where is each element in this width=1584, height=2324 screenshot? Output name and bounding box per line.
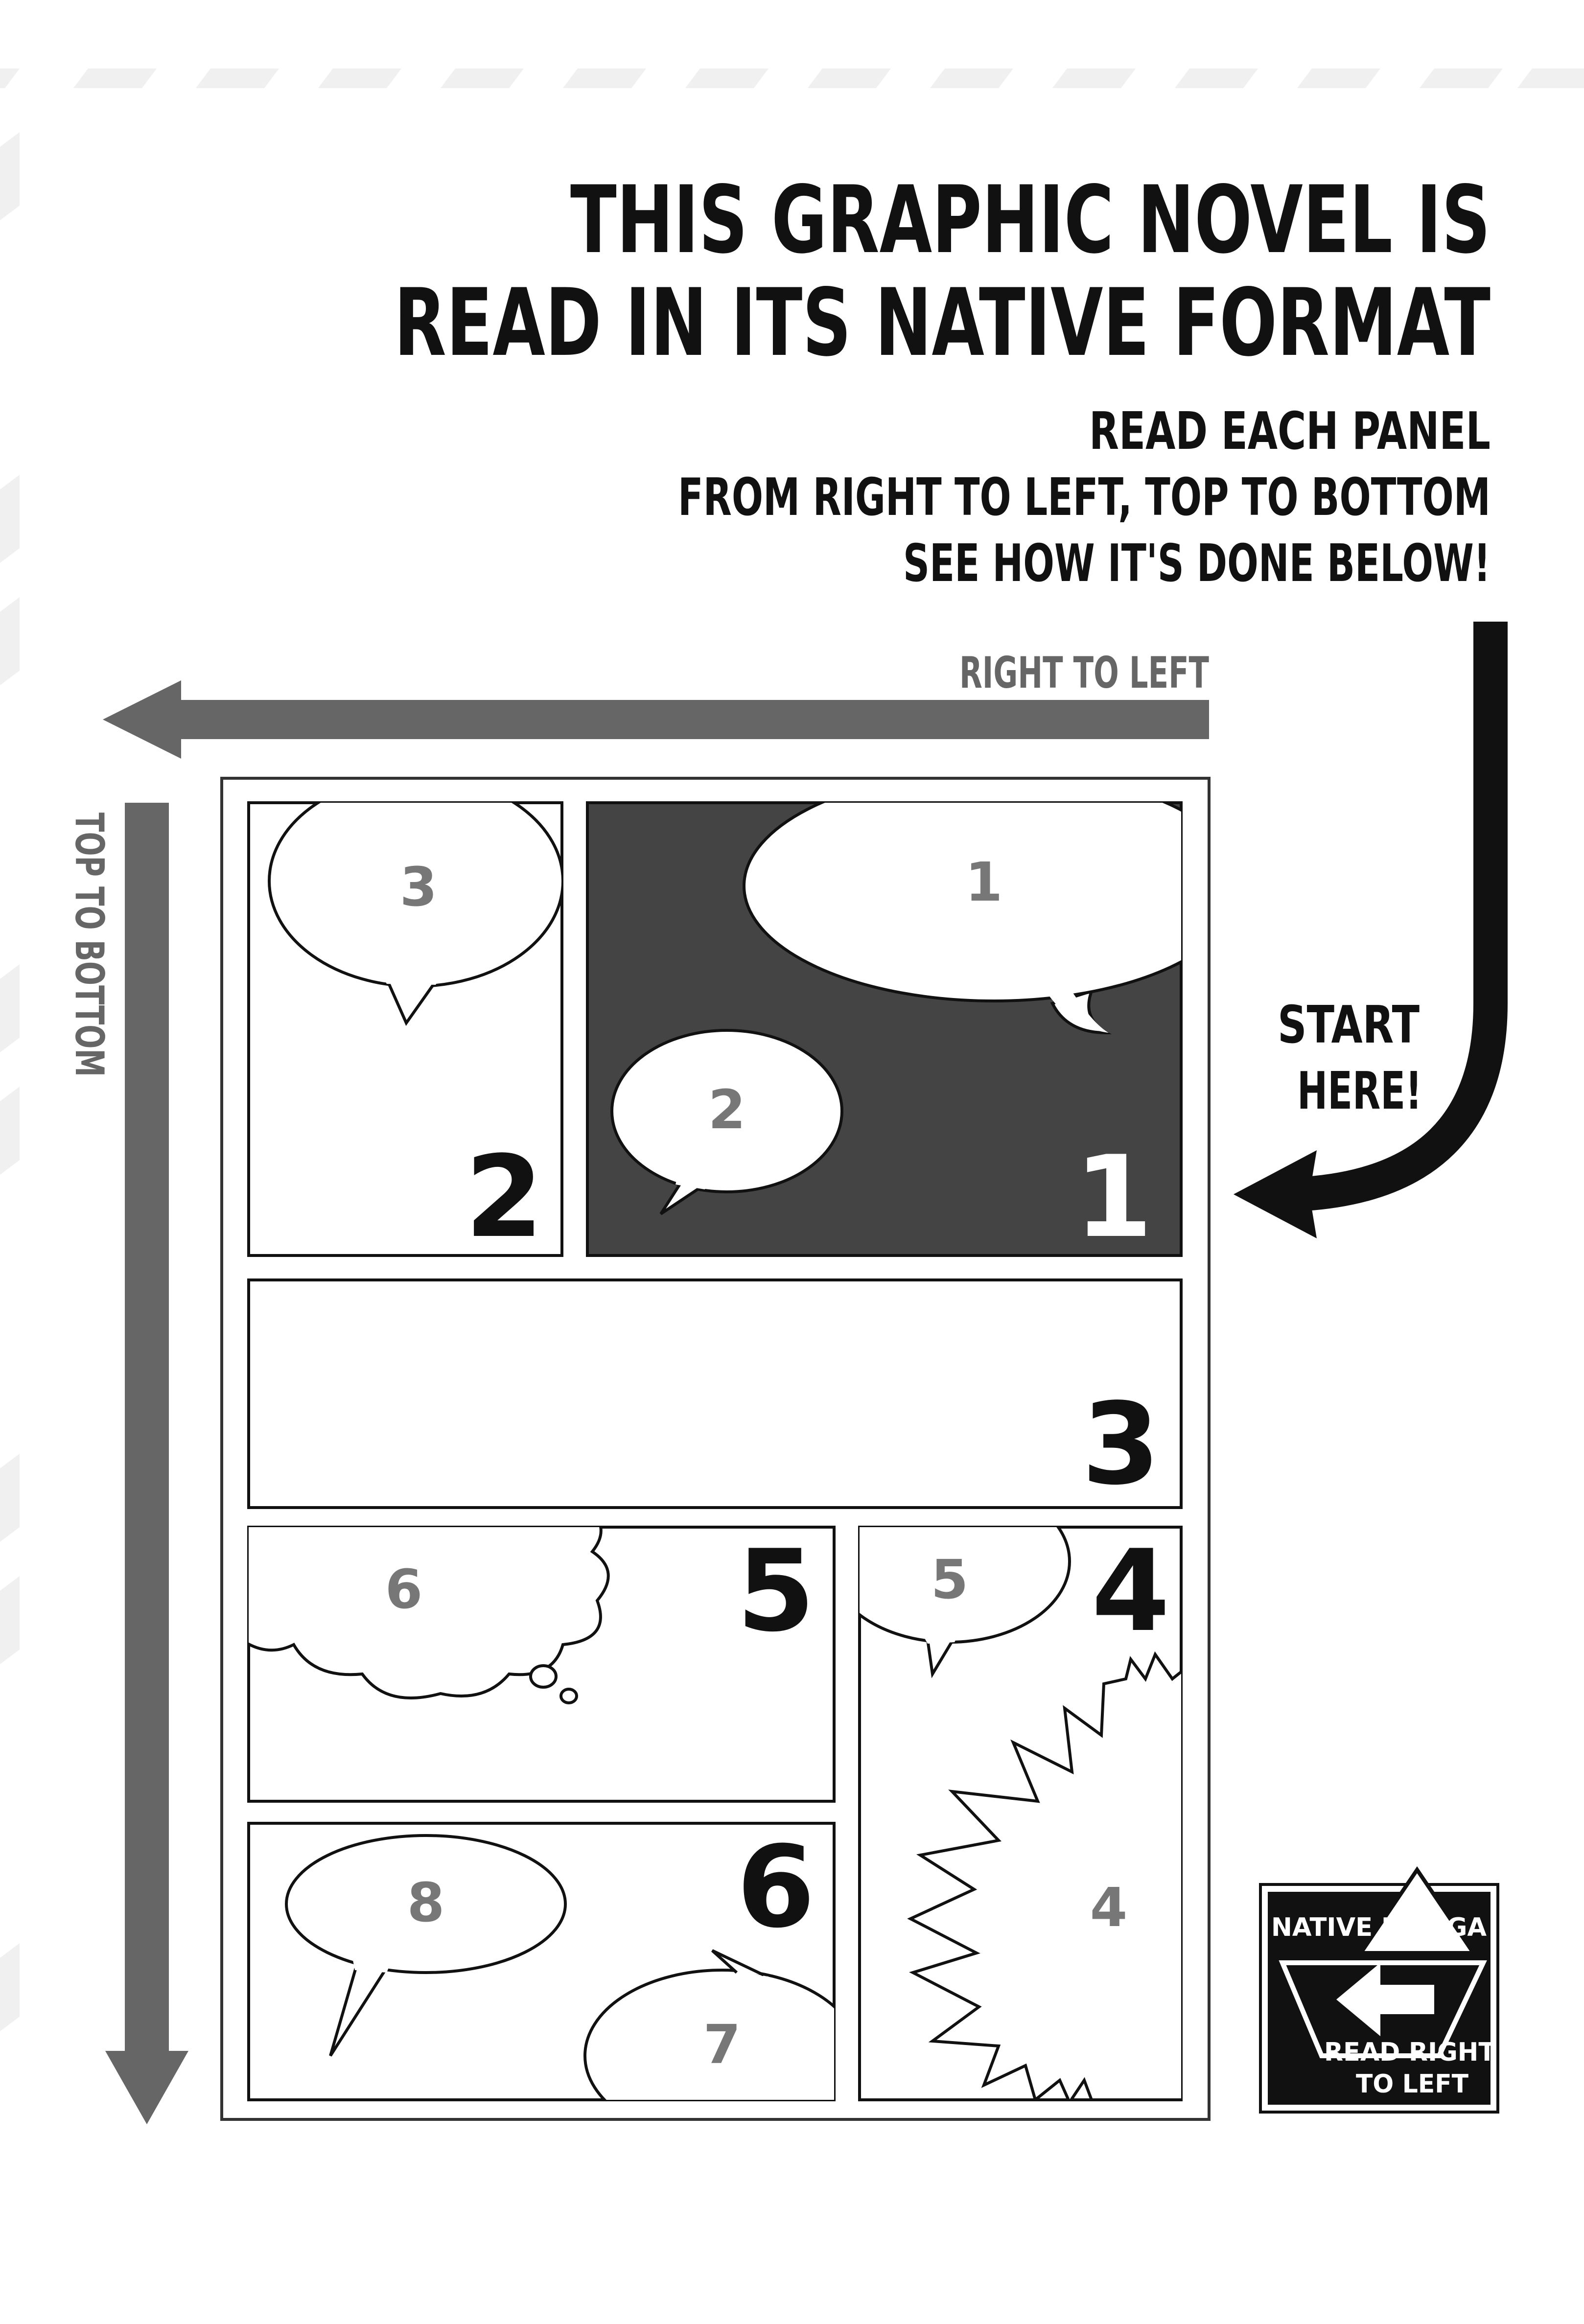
arrow-down-icon [105, 803, 188, 2124]
start-here-line1: START [1278, 995, 1420, 1055]
right-to-left-label: RIGHT TO LEFT [959, 648, 1209, 698]
top-to-bottom-arrow [67, 803, 188, 2124]
arrowhead-left-icon [1234, 1150, 1317, 1238]
panel-3 [249, 1280, 1181, 1510]
panel-6 [249, 1822, 859, 2141]
start-here-arrow [1234, 622, 1491, 1238]
subtitle-line1: READ EACH PANEL [1089, 401, 1491, 461]
panel-number-3: 3 [1081, 1379, 1160, 1510]
top-stripe-decoration [0, 69, 1584, 88]
panel-1 [587, 771, 1243, 1263]
badge-line1: NATIVE MANGA [1271, 1913, 1487, 1942]
left-stripe-decoration [0, 132, 20, 2031]
bubble-number-7: 7 [703, 2013, 741, 2076]
panel-number-1: 1 [1074, 1132, 1153, 1263]
bubble-number-6: 6 [385, 1558, 423, 1621]
panel-number-2: 2 [465, 1132, 543, 1263]
panel-number-6: 6 [736, 1822, 815, 1953]
bubble-number-1: 1 [965, 851, 1003, 913]
bubble-number-3: 3 [399, 856, 438, 918]
header [394, 166, 1491, 593]
thought-dot-small-icon [561, 1689, 577, 1703]
panel-4 [830, 1481, 1185, 2102]
panel-5 [235, 1508, 834, 1801]
thought-dot-large-icon [531, 1666, 556, 1687]
subtitle-line2: FROM RIGHT TO LEFT, TOP TO BOTTOM [678, 467, 1491, 527]
right-to-left-arrow [103, 648, 1209, 759]
bubble-number-4: 4 [1090, 1876, 1128, 1939]
subtitle-line3: SEE HOW IT'S DONE BELOW! [903, 534, 1491, 593]
panel-2 [249, 776, 563, 1263]
badge-line3: TO LEFT [1356, 2069, 1469, 2099]
top-to-bottom-label: TOP TO BOTTOM [67, 813, 112, 1179]
start-here-line2: HERE! [1297, 1061, 1422, 1121]
bubble-number-8: 8 [407, 1871, 445, 1934]
page-title-line2: READ IN ITS NATIVE FORMAT [394, 269, 1491, 377]
bubble-number-5: 5 [931, 1548, 969, 1611]
page-title-line1: THIS GRAPHIC NOVEL IS [570, 166, 1491, 274]
native-manga-badge [1260, 1870, 1498, 2112]
bubble-number-2: 2 [708, 1078, 746, 1141]
panel-number-5: 5 [736, 1526, 815, 1657]
panel-number-4: 4 [1091, 1526, 1170, 1657]
badge-line2: READ RIGHT [1324, 2038, 1496, 2067]
